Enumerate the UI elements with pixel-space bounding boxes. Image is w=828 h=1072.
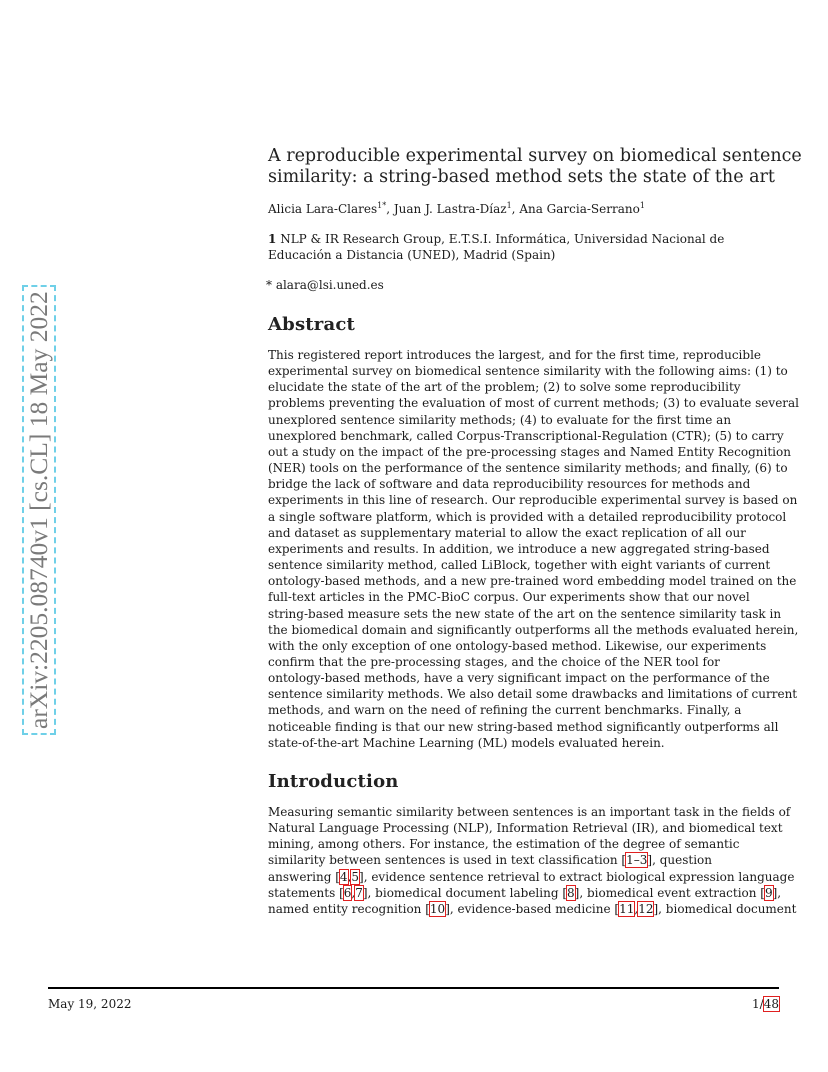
arxiv-stamp: arXiv:2205.08740v1 [cs.CL] 18 May 2022 [22,285,56,735]
text-line: ontology-based methods, and a new pre-trained word embedding model trained on the [268,574,797,589]
text-line: similarity between sentences is used in text classification [1–3], question [268,853,712,868]
text-line: noticeable finding is that our new string-based method significantly outperforms all [268,719,779,734]
abstract-heading: Abstract [268,314,356,335]
text-line: the biomedical domain and significantly outperforms all the methods evaluated herein, [268,622,799,637]
author-affiliation-mark: 1* [377,201,387,210]
text-line: ontology-based methods, have a very significant impact on the performance of the [268,671,770,686]
text-line: answering [4,5], evidence sentence retrieval to extract biological expression language [268,869,795,884]
affiliation [268,231,780,263]
affiliation-line: Educación a Distancia (UNED), Madrid (Spain) [268,248,556,262]
text-line: mining, among others. For instance, the estimation of the degree of semantic [268,837,740,852]
text-line: and dataset as supplementary material to allow the exact replication of all our [268,525,746,540]
author-affiliation-mark: 1 [506,201,512,210]
text-line: Natural Language Processing (NLP), Information Retrieval (IR), and biomedical text [268,821,783,836]
citation-link[interactable]: 9 [764,885,773,900]
citation-link[interactable]: 1–3 [626,853,648,868]
affiliation-line: NLP & IR Research Group, E.T.S.I. Informática, Universidad Nacional de [280,232,725,246]
citation-link[interactable]: 8 [567,885,575,900]
text-line: This registered report introduces the largest, and for the first time, reproducible [268,348,762,362]
introduction-body [268,804,797,917]
citation-link[interactable]: 10 [429,901,446,916]
text-line: unexplored benchmark, called Corpus-Transcriptional-Regulation (CTR); (5) to carry [268,428,784,443]
text-line: experimental survey on biomedical sentence similarity with the following aims: (1) to [268,364,788,379]
title-line: A reproducible experimental survey on biomedical sentence [268,146,802,166]
abstract-body [268,347,800,751]
text-line: experiments in this line of research. Our reproducible experimental survey is based on [268,493,798,508]
text-line: experiments and results. In addition, we introduce a new aggregated string-based [268,541,770,556]
text-line: (NER) tools on the performance of the sentence similarity methods; and finally, (6) to [268,461,788,476]
author-name: Alicia Lara-Clares [268,202,378,216]
page-number: 1/48 [752,997,779,1011]
footer-date: May 19, 2022 [48,997,132,1011]
text-line: elucidate the state of the art of the problem; (2) to solve some reproducibility [268,380,741,395]
author-name: Juan J. Lastra-Díaz [393,202,507,216]
text-line: statements [6,7], biomedical document labeling [8], biomedical event extraction [9], [268,885,782,900]
paper-page [266,146,802,917]
citation-link[interactable]: 6 [343,885,352,900]
author-affiliation-mark: 1 [639,201,645,210]
citation-link[interactable]: 7 [355,885,363,900]
citation-link[interactable]: 4 [339,869,348,884]
affiliation-number: 1 [268,232,277,246]
citation-link[interactable]: 11 [619,901,635,916]
text-line: out a study on the impact of the pre-processing stages and Named Entity Recognition [268,444,791,459]
text-line: bridge the lack of software and data reproducibility resources for methods and [268,477,751,492]
text-line: sentence similarity methods. We also detail some drawbacks and limitations of current [268,687,798,702]
text-line: Measuring semantic similarity between sentences is an important task in the fields of [268,804,791,819]
total-pages-link[interactable]: 48 [763,997,779,1011]
text-line: methods, and warn on the need of refining the current benchmarks. Finally, a [268,703,742,718]
text-line: with the only exception of one ontology-based method. Likewise, our experiments [268,638,767,653]
author-list: Alicia Lara-Clares$^{1*}$, Juan J. Lastra-Díaz$^1$, Ana Garcia-Serrano$^1$ [268,201,645,216]
text-line: named entity recognition [10], evidence-based medicine [11,12], biomedical document [268,901,797,916]
text-line: a single software platform, which is provided with a detailed reproducibility protocol [268,509,787,524]
text-line: sentence similarity method, called LiBlock, together with eight variants of current [268,558,771,573]
text-line: string-based measure sets the new state of the art on the sentence similarity task in [268,606,782,621]
text-line: confirm that the pre-processing stages, and the choice of the NER tool for [268,654,720,669]
text-line: unexplored sentence similarity methods; (4) to evaluate for the first time an [268,412,732,427]
footer-rule [48,987,779,989]
text-line: problems preventing the evaluation of most of current methods; (3) to evaluate several [268,396,800,411]
paper-title [268,146,802,188]
corresponding-email: * alara@lsi.uned.es [266,278,384,292]
citation-link[interactable]: 12 [638,901,654,916]
text-line: full-text articles in the PMC-BioC corpus. Our experiments show that our novel [268,590,750,605]
introduction-heading: Introduction [268,770,399,792]
citation-link[interactable]: 5 [351,869,360,884]
text-line: state-of-the-art Machine Learning (ML) models evaluated herein. [268,735,665,750]
title-line: similarity: a string-based method sets the state of the art [268,167,775,187]
author-name: Ana Garcia-Serrano [519,202,640,216]
